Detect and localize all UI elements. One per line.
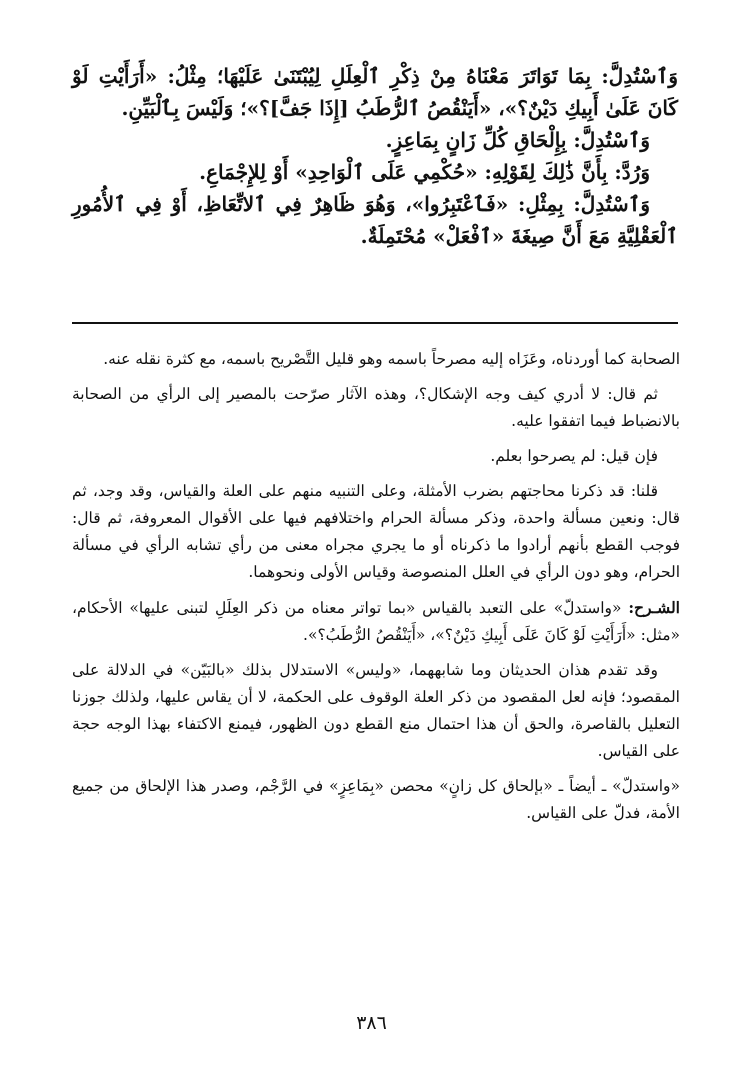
matn-paragraph: وَٱسْتُدِلَّ: بِمِثْلِ: «فَٱعْتَبِرُوا»، وَهُوَ ظَاهِرٌ فِي ٱلاتِّعَاظِ، أَوْ فِي ٱلأُمُورِ ٱلْعَقْلِيَّةِ مَعَ أَنَّ صِيغَةَ «ٱفْعَلْ» مُحْتَمِلَةٌ.: [72, 192, 678, 248]
matn-paragraph: وَرُدَّ: بِأَنَّ ذَٰلِكَ لِقَوْلِهِ: «حُكْمِي عَلَى ٱلْوَاحِدِ» أَوْ لِلإِجْمَاعِ.: [199, 160, 650, 184]
note-paragraph: قلنا: قد ذكرنا محاجتهم بضرب الأمثلة، وعلى التنبيه منهم على العلة والقياس، وقد وجد، ثم قال: ونعين مسألة واحدة، وذكر مسألة الحرام واختلافهم فيها على الأقوال المعروفة، ثم قال: فوجب القطع بأنهم أرادوا ما ذكرناه أو ما يجري مجراه معنى من رأي تشابه الرأي في مسألة الحرام، وهو دون الرأي في العلل المنصوصة وقياس الأولى ونحوهما.: [72, 482, 680, 581]
matn-text: [72, 60, 678, 252]
sharh-paragraph: «واستدلّ» ـ أيضاً ـ «بإلحاق كل زانٍ» محصن «بِمَاعِزٍ» في الرَّجْم، وصدر هذا الإلحاق من جميع الأمة، فدلّ على القياس.: [72, 777, 680, 822]
matn-paragraph: وَٱسْتُدِلَّ: بِمَا تَوَاتَرَ مَعْنَاهُ مِنْ ذِكْرِ ٱلْعِلَلِ لِيُبْتَنَىٰ عَلَيْهَا؛ مِثْلُ: «أَرَأَيْتِ لَوْ كَانَ عَلَىٰ أَبِيكِ دَيْنٌ؟»، «أَيَنْقُصُ ٱلرُّطَبُ [إِذَا جَفَّ]؟»؛ وَلَيْسَ بِٱلْبَيِّنِ.: [72, 64, 678, 120]
note-paragraph: الصحابة كما أوردناه، وعَزَاه إليه مصرحاً باسمه وهو قليل التَّصْريح باسمه، مع كثرة نقله عنه.: [103, 350, 680, 368]
note-paragraph: فإن قيل: لم يصرحوا بعلم.: [490, 447, 658, 465]
commentary-text: [72, 346, 680, 835]
page-number: ٣٨٦: [356, 1012, 387, 1034]
sharh-text: «واستدلّ» على التعبد بالقياس «بما تواتر معناه من ذكر العِلَلِ لتبنى عليها» الأحكام، «مثل: «أَرَأَيْتِ لَوْ كَانَ عَلَى أَبِيكِ دَيْنٌ؟»، «أَيَنْقُصُ الرُّطَبُ؟».: [72, 599, 680, 644]
sharh-paragraph: وقد تقدم هذان الحديثان وما شابههما، «وليس» الاستدلال بذلك «بالبَيّن» في الدلالة على المقصود؛ فإنه لعل المقصود من ذكر العلة الوقوف على الحكمة، لا أن يقاس عليها، ولذلك جوزنا التعليل بالقاصرة، والحق أن هذا احتمال منع القطع دون الظهور، فيمنع الاكتفاء بهذا الوجه حجة على القياس.: [72, 661, 680, 760]
separator-line: [72, 322, 678, 324]
sharh-paragraph: [72, 594, 680, 649]
matn-paragraph: وَٱسْتُدِلَّ: بِإِلْحَاقِ كُلِّ زَانٍ بِمَاعِزٍ.: [385, 128, 650, 152]
sharh-heading: الشـرح:: [628, 598, 680, 617]
note-paragraph: ثم قال: لا أدري كيف وجه الإشكال؟، وهذه الآثار صرّحت بالمصير إلى الرأي من الصحابة بالانضباط فيما اتفقوا عليه.: [72, 385, 680, 430]
